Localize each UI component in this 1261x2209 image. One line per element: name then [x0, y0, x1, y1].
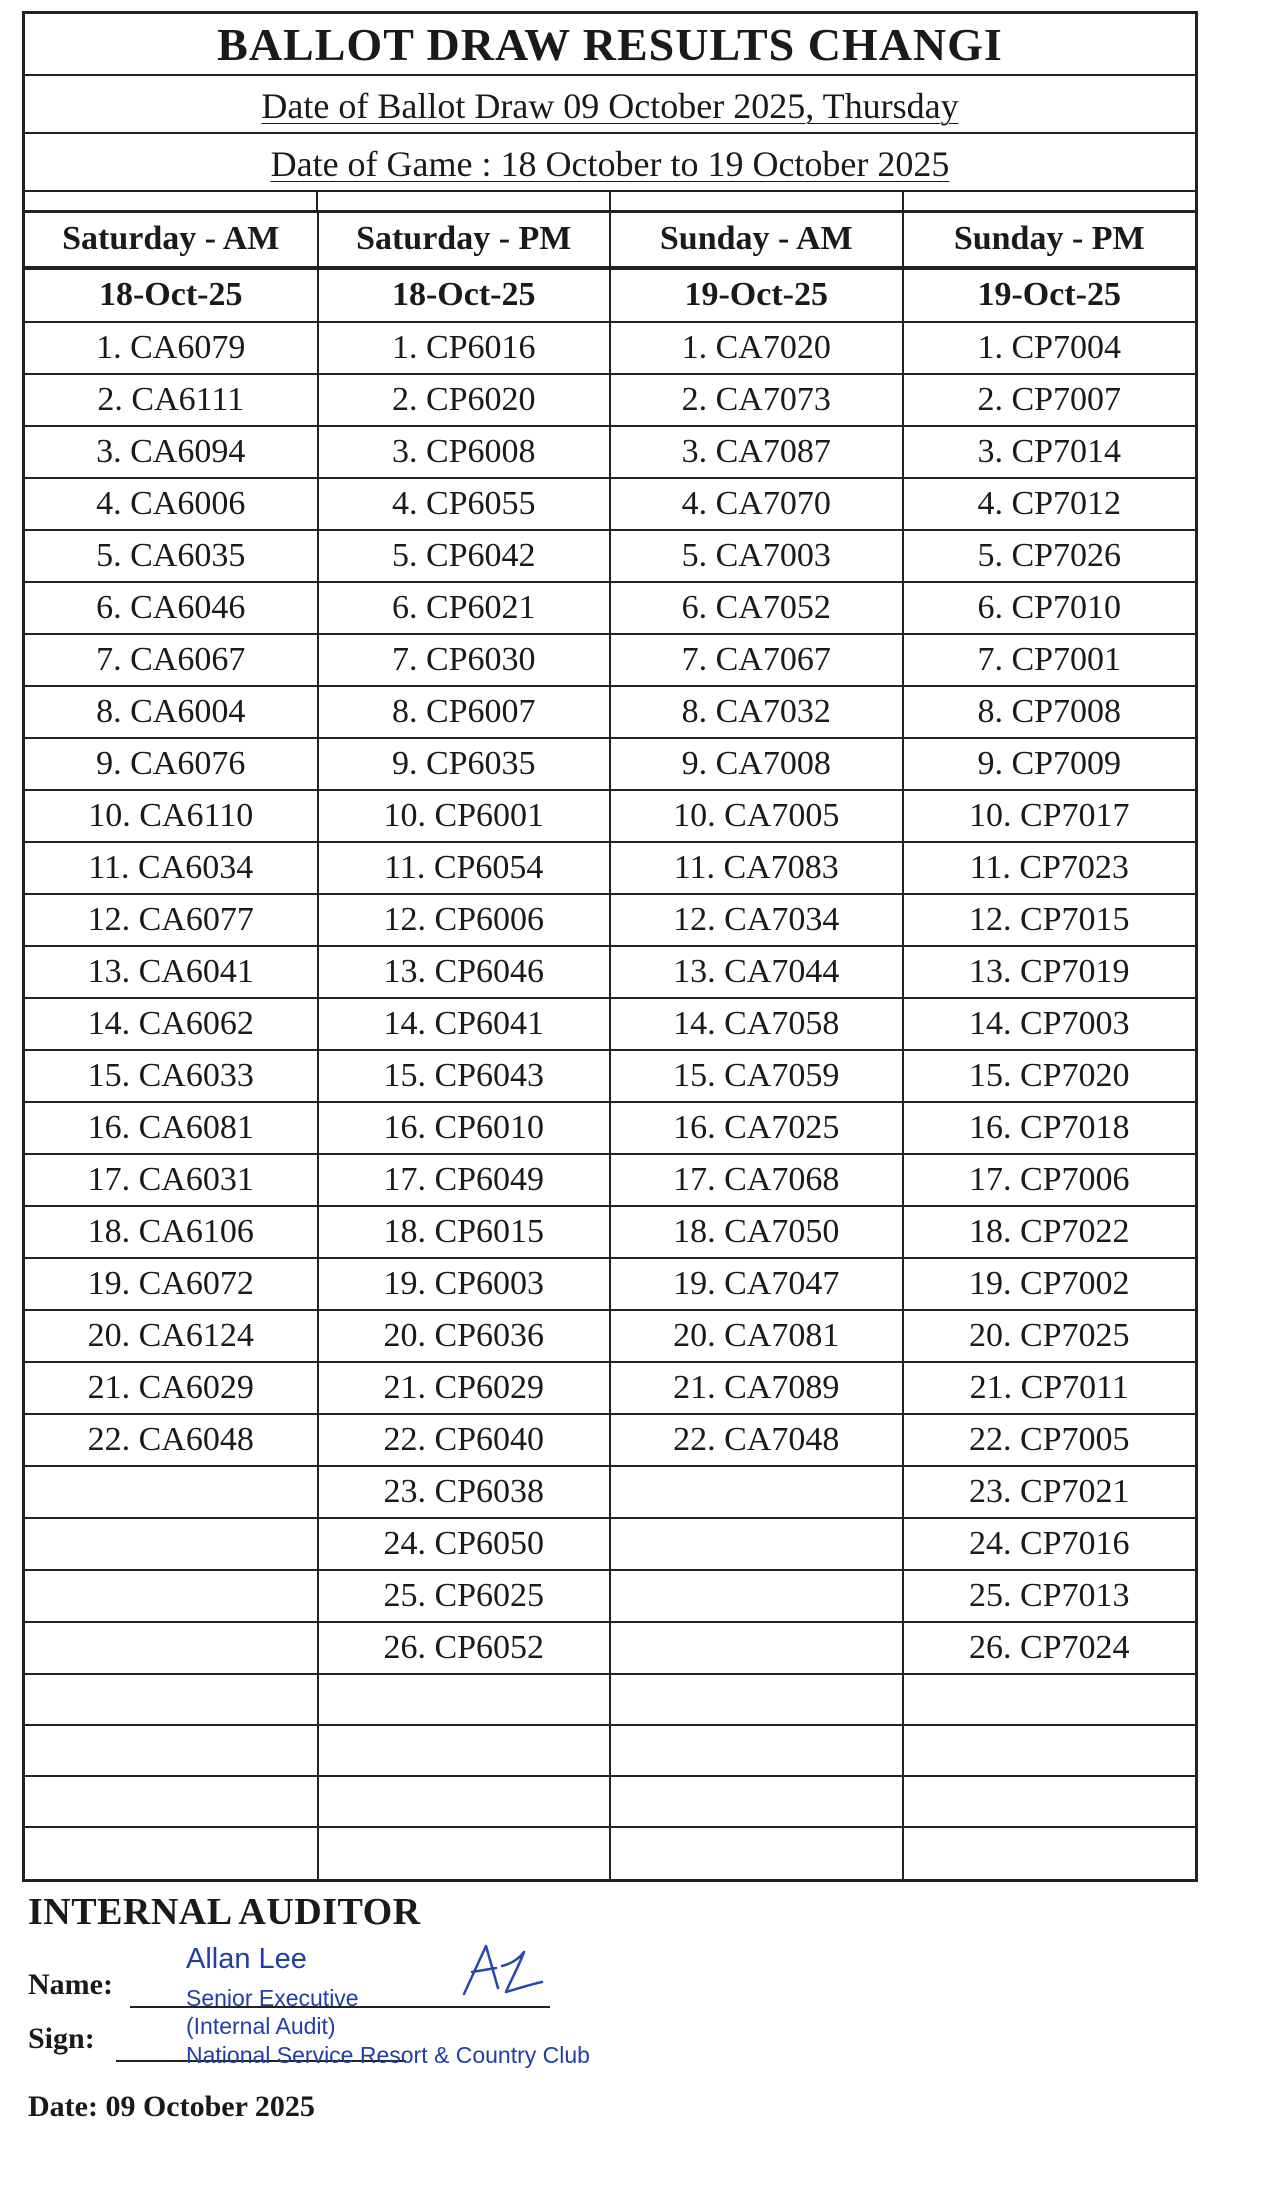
result-cell	[25, 1725, 318, 1776]
result-cell	[903, 1827, 1196, 1878]
result-cell: 21. CP6029	[318, 1362, 611, 1414]
result-cell: 16. CP7018	[903, 1102, 1196, 1154]
table-row	[25, 478, 1195, 530]
result-cell: 17. CP7006	[903, 1154, 1196, 1206]
result-cell	[610, 1725, 903, 1776]
table-row	[25, 1362, 1195, 1414]
table-row	[25, 842, 1195, 894]
result-cell: 19. CA6072	[25, 1258, 318, 1310]
result-cell: 4. CA6006	[25, 478, 318, 530]
result-cell: 5. CA6035	[25, 530, 318, 582]
table-row	[25, 1674, 1195, 1725]
result-cell: 9. CA6076	[25, 738, 318, 790]
result-cell: 20. CA6124	[25, 1310, 318, 1362]
day-header-row	[25, 212, 1195, 268]
result-cell: 3. CA7087	[610, 426, 903, 478]
table-row	[25, 1622, 1195, 1674]
result-cell: 3. CP6008	[318, 426, 611, 478]
table-row	[25, 1776, 1195, 1827]
col-header-day: Saturday - AM	[25, 212, 318, 268]
result-cell	[610, 1674, 903, 1725]
table-row	[25, 1827, 1195, 1878]
result-cell: 2. CP6020	[318, 374, 611, 426]
result-cell: 17. CP6049	[318, 1154, 611, 1206]
result-cell	[318, 1776, 611, 1827]
result-cell: 13. CP7019	[903, 946, 1196, 998]
result-cell: 22. CP6040	[318, 1414, 611, 1466]
table-row	[25, 1258, 1195, 1310]
result-cell: 10. CP6001	[318, 790, 611, 842]
result-cell: 5. CP6042	[318, 530, 611, 582]
col-header-day: Saturday - PM	[318, 212, 611, 268]
result-cell: 24. CP7016	[903, 1518, 1196, 1570]
table-row	[25, 634, 1195, 686]
result-cell	[25, 1466, 318, 1518]
table-row	[25, 686, 1195, 738]
result-cell: 18. CP6015	[318, 1206, 611, 1258]
document-title: BALLOT DRAW RESULTS CHANGI	[25, 14, 1195, 76]
result-cell: 9. CP6035	[318, 738, 611, 790]
result-cell: 18. CA6106	[25, 1206, 318, 1258]
result-cell: 21. CA6029	[25, 1362, 318, 1414]
result-cell	[318, 1827, 611, 1878]
result-cell	[610, 1518, 903, 1570]
table-row	[25, 738, 1195, 790]
result-cell: 18. CA7050	[610, 1206, 903, 1258]
result-cell: 6. CP7010	[903, 582, 1196, 634]
result-cell	[25, 1674, 318, 1725]
stamp-name: Allan Lee	[186, 1943, 307, 1975]
result-cell: 1. CP7004	[903, 322, 1196, 374]
result-cell: 8. CA6004	[25, 686, 318, 738]
result-cell: 15. CA7059	[610, 1050, 903, 1102]
result-cell: 12. CA6077	[25, 894, 318, 946]
result-cell: 7. CA7067	[610, 634, 903, 686]
result-cell: 12. CA7034	[610, 894, 903, 946]
result-cell: 25. CP6025	[318, 1570, 611, 1622]
result-cell: 5. CP7026	[903, 530, 1196, 582]
table-row	[25, 998, 1195, 1050]
table-row	[25, 322, 1195, 374]
result-cell: 26. CP7024	[903, 1622, 1196, 1674]
result-cell: 7. CP6030	[318, 634, 611, 686]
result-cell: 19. CP6003	[318, 1258, 611, 1310]
result-cell: 7. CA6067	[25, 634, 318, 686]
signature-initials	[458, 1938, 548, 2000]
game-date: Date of Game : 18 October to 19 October 2025	[270, 144, 950, 184]
result-cell: 20. CP6036	[318, 1310, 611, 1362]
table-row	[25, 790, 1195, 842]
result-cell: 15. CP7020	[903, 1050, 1196, 1102]
table-row	[25, 1466, 1195, 1518]
result-cell	[610, 1570, 903, 1622]
results-body	[25, 322, 1195, 1879]
result-cell: 14. CP6041	[318, 998, 611, 1050]
result-cell: 25. CP7013	[903, 1570, 1196, 1622]
col-header-day: Sunday - AM	[610, 212, 903, 268]
result-cell: 20. CA7081	[610, 1310, 903, 1362]
table-row	[25, 1154, 1195, 1206]
ballot-date-row	[25, 76, 1195, 134]
result-cell: 17. CA7068	[610, 1154, 903, 1206]
table-row	[25, 530, 1195, 582]
result-cell	[610, 1776, 903, 1827]
result-cell: 13. CA7044	[610, 946, 903, 998]
result-cell: 3. CA6094	[25, 426, 318, 478]
result-cell: 18. CP7022	[903, 1206, 1196, 1258]
result-cell: 20. CP7025	[903, 1310, 1196, 1362]
result-cell: 22. CP7005	[903, 1414, 1196, 1466]
result-cell: 23. CP6038	[318, 1466, 611, 1518]
audit-date: Date: 09 October 2025	[28, 2090, 315, 2123]
result-cell: 4. CP7012	[903, 478, 1196, 530]
result-cell: 11. CP7023	[903, 842, 1196, 894]
result-cell: 19. CA7047	[610, 1258, 903, 1310]
result-cell: 14. CA7058	[610, 998, 903, 1050]
col-header-date: 18-Oct-25	[318, 268, 611, 322]
result-cell: 6. CA7052	[610, 582, 903, 634]
auditor-heading: INTERNAL AUDITOR	[28, 1891, 421, 1933]
table-row	[25, 946, 1195, 998]
col-header-date: 19-Oct-25	[610, 268, 903, 322]
col-header-date: 19-Oct-25	[903, 268, 1196, 322]
result-cell: 1. CA6079	[25, 322, 318, 374]
result-cell: 14. CA6062	[25, 998, 318, 1050]
result-cell: 23. CP7021	[903, 1466, 1196, 1518]
table-row	[25, 1206, 1195, 1258]
results-table	[25, 210, 1195, 1879]
table-row	[25, 1518, 1195, 1570]
result-cell	[25, 1827, 318, 1878]
result-cell: 5. CA7003	[610, 530, 903, 582]
result-cell: 3. CP7014	[903, 426, 1196, 478]
result-cell: 8. CP7008	[903, 686, 1196, 738]
result-cell: 15. CP6043	[318, 1050, 611, 1102]
result-cell: 11. CP6054	[318, 842, 611, 894]
stamp-title: Senior Executive	[186, 1985, 359, 2011]
result-cell: 6. CP6021	[318, 582, 611, 634]
result-cell: 21. CP7011	[903, 1362, 1196, 1414]
result-cell: 4. CP6055	[318, 478, 611, 530]
result-cell: 12. CP7015	[903, 894, 1196, 946]
sign-label: Sign:	[28, 2022, 95, 2055]
result-cell	[25, 1570, 318, 1622]
result-cell: 10. CA6110	[25, 790, 318, 842]
result-cell: 17. CA6031	[25, 1154, 318, 1206]
result-cell: 15. CA6033	[25, 1050, 318, 1102]
table-row	[25, 1310, 1195, 1362]
name-label: Name:	[28, 1968, 113, 2001]
result-cell	[903, 1725, 1196, 1776]
result-cell: 12. CP6006	[318, 894, 611, 946]
result-cell: 22. CA7048	[610, 1414, 903, 1466]
result-cell: 13. CP6046	[318, 946, 611, 998]
result-cell: 22. CA6048	[25, 1414, 318, 1466]
col-header-date: 18-Oct-25	[25, 268, 318, 322]
result-cell	[903, 1674, 1196, 1725]
result-cell: 26. CP6052	[318, 1622, 611, 1674]
table-row	[25, 1102, 1195, 1154]
table-row	[25, 1050, 1195, 1102]
result-cell: 1. CP6016	[318, 322, 611, 374]
result-cell	[25, 1518, 318, 1570]
result-cell	[25, 1622, 318, 1674]
result-cell	[318, 1674, 611, 1725]
result-cell: 4. CA7070	[610, 478, 903, 530]
ballot-results-sheet	[22, 11, 1198, 1882]
result-cell: 1. CA7020	[610, 322, 903, 374]
result-cell: 16. CP6010	[318, 1102, 611, 1154]
result-cell: 7. CP7001	[903, 634, 1196, 686]
result-cell	[318, 1725, 611, 1776]
result-cell	[610, 1466, 903, 1518]
result-cell	[610, 1827, 903, 1878]
result-cell: 16. CA6081	[25, 1102, 318, 1154]
table-row	[25, 1725, 1195, 1776]
spacer-row	[25, 192, 1195, 210]
stamp-dept: (Internal Audit)	[186, 2013, 336, 2039]
table-row	[25, 374, 1195, 426]
result-cell: 24. CP6050	[318, 1518, 611, 1570]
table-row	[25, 1570, 1195, 1622]
result-cell: 21. CA7089	[610, 1362, 903, 1414]
result-cell: 2. CA6111	[25, 374, 318, 426]
result-cell	[25, 1776, 318, 1827]
result-cell: 13. CA6041	[25, 946, 318, 998]
internal-auditor-block	[28, 1890, 728, 1934]
table-row	[25, 894, 1195, 946]
col-header-day: Sunday - PM	[903, 212, 1196, 268]
ballot-date: Date of Ballot Draw 09 October 2025, Thursday	[261, 86, 959, 126]
stamp-org: National Service Resort & Country Club	[186, 2042, 590, 2068]
result-cell: 10. CA7005	[610, 790, 903, 842]
result-cell	[610, 1622, 903, 1674]
result-cell: 2. CP7007	[903, 374, 1196, 426]
game-date-row	[25, 134, 1195, 192]
table-row	[25, 1414, 1195, 1466]
result-cell: 14. CP7003	[903, 998, 1196, 1050]
table-row	[25, 426, 1195, 478]
result-cell: 11. CA7083	[610, 842, 903, 894]
result-cell: 10. CP7017	[903, 790, 1196, 842]
result-cell: 11. CA6034	[25, 842, 318, 894]
result-cell	[903, 1776, 1196, 1827]
result-cell: 2. CA7073	[610, 374, 903, 426]
result-cell: 8. CP6007	[318, 686, 611, 738]
result-cell: 8. CA7032	[610, 686, 903, 738]
date-header-row	[25, 268, 1195, 322]
result-cell: 9. CA7008	[610, 738, 903, 790]
result-cell: 19. CP7002	[903, 1258, 1196, 1310]
result-cell: 16. CA7025	[610, 1102, 903, 1154]
table-row	[25, 582, 1195, 634]
result-cell: 9. CP7009	[903, 738, 1196, 790]
result-cell: 6. CA6046	[25, 582, 318, 634]
